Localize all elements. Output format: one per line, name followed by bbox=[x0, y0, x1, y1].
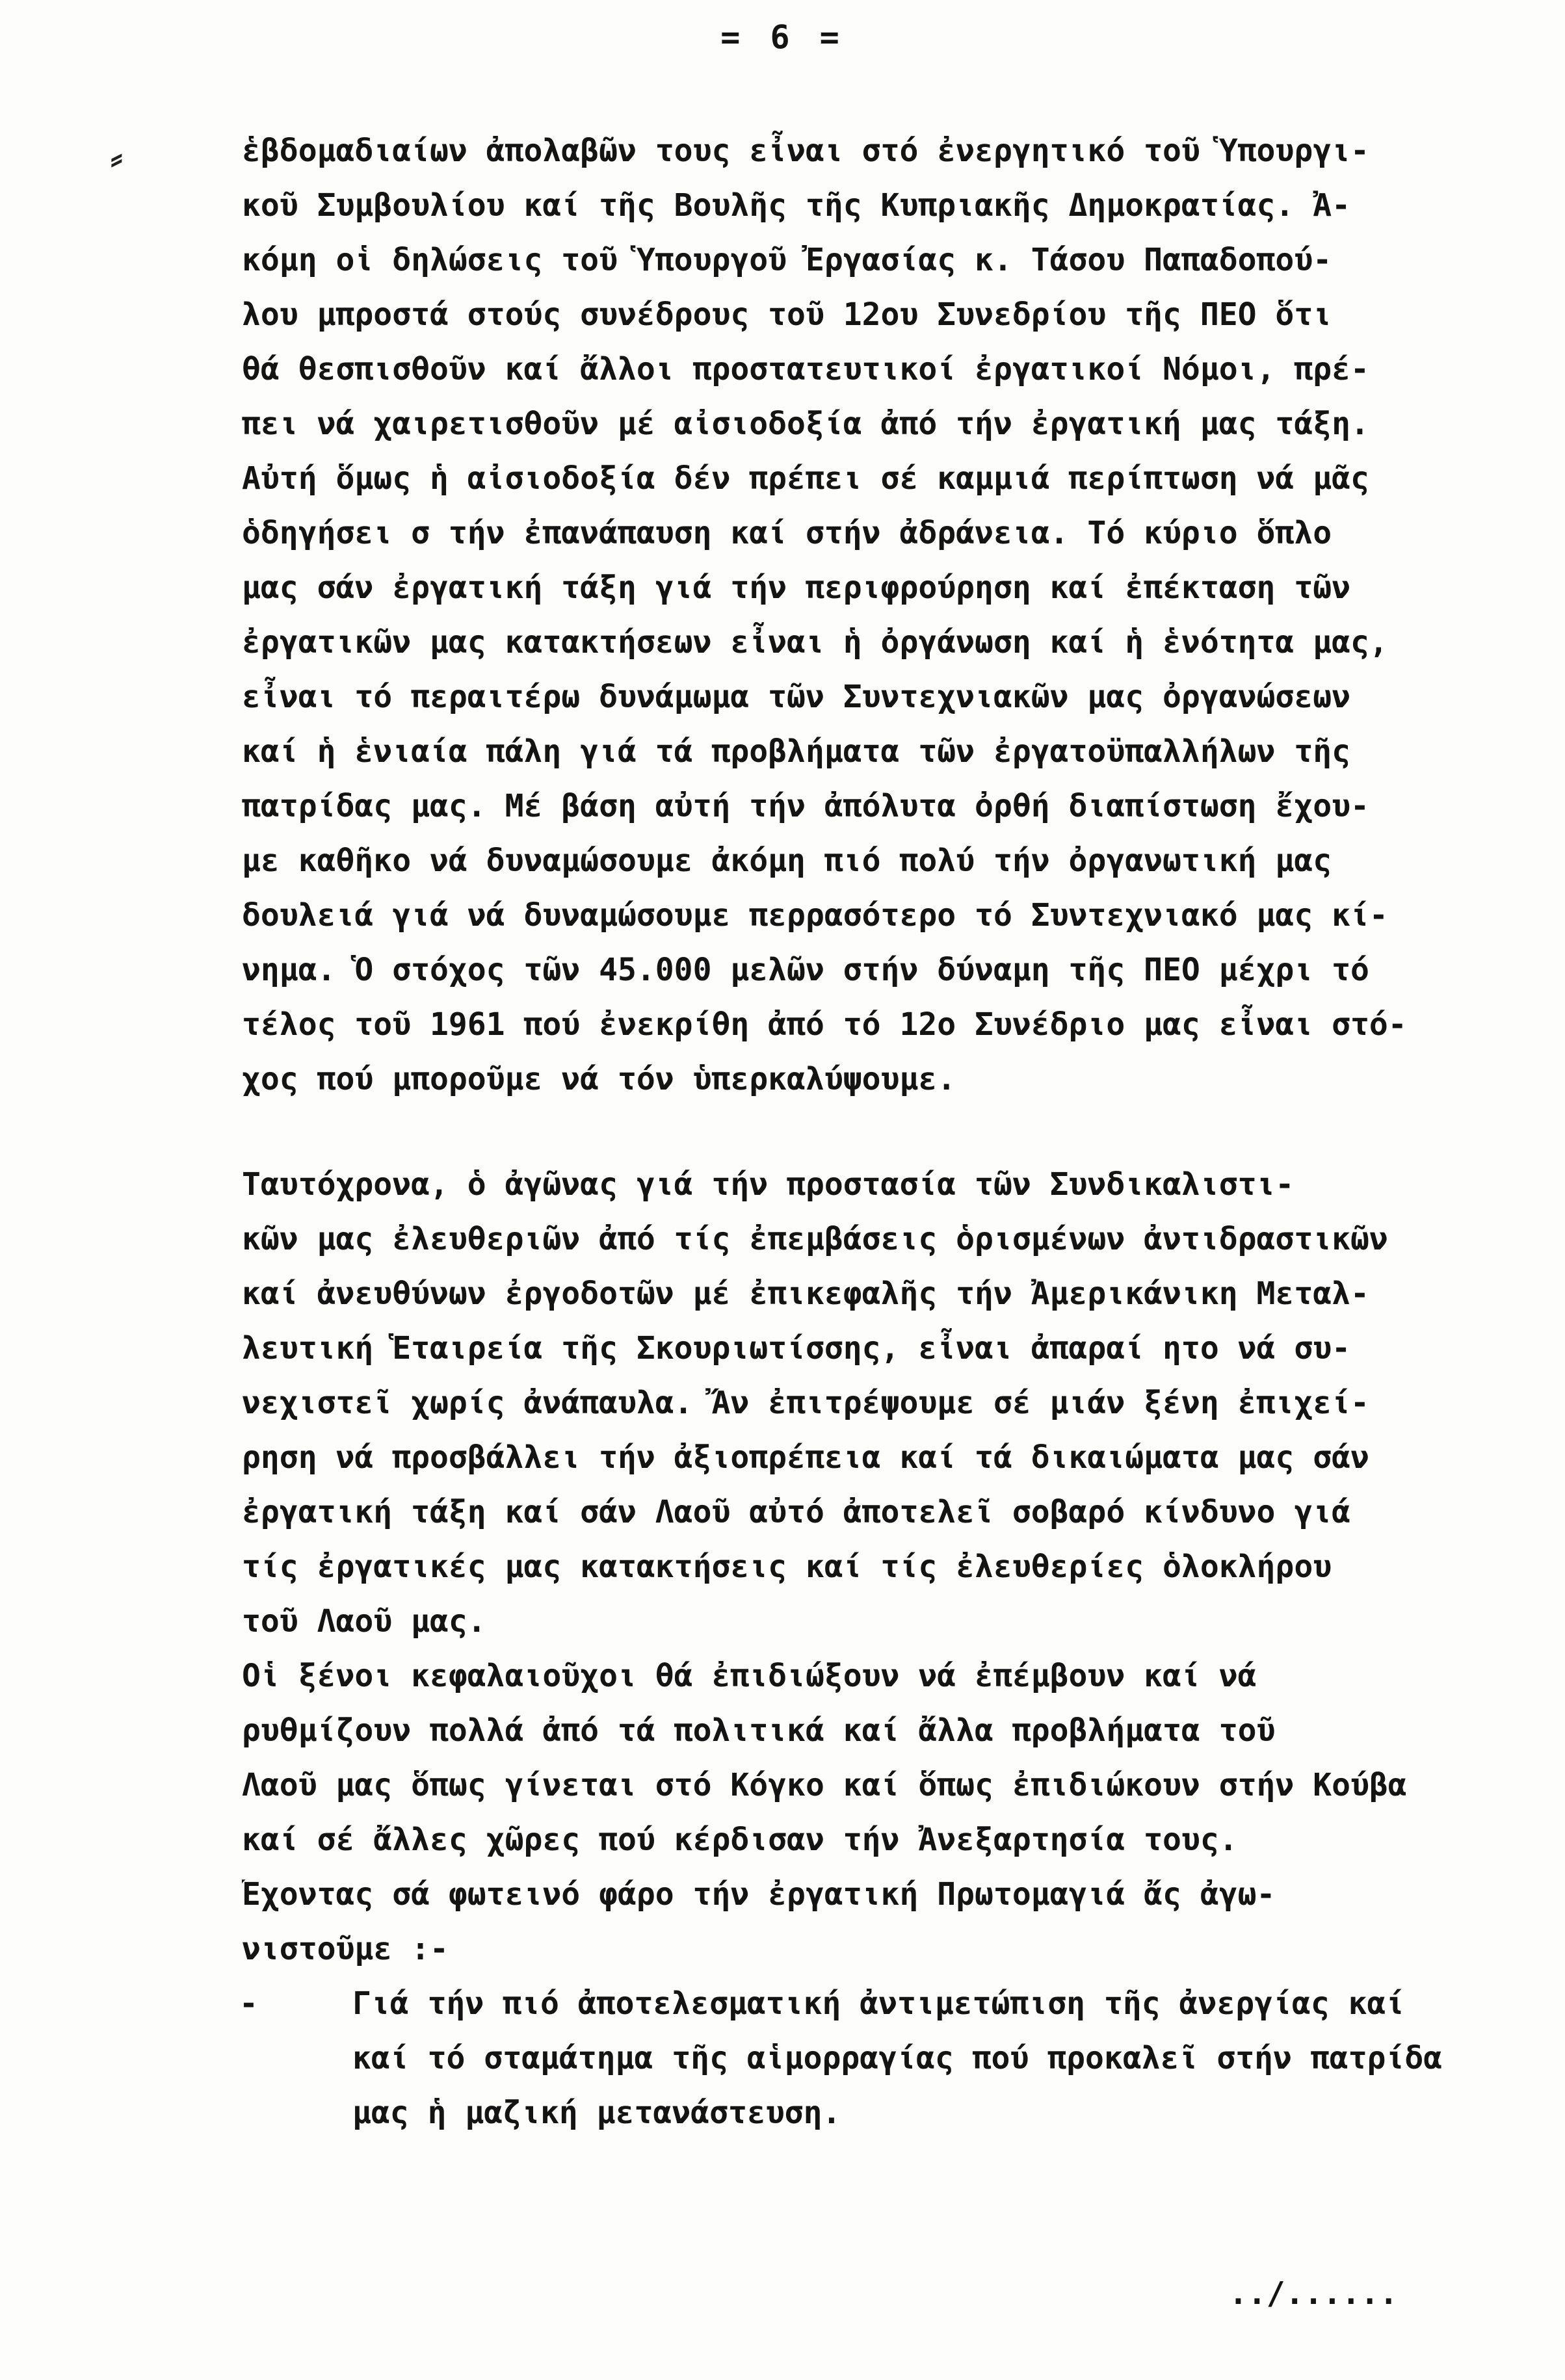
text-line: λευτική Ἑταιρεία τῆς Σκουριωτίσσης, εἶναι ἀπαραί ητο νά συ- bbox=[242, 1330, 1351, 1367]
paragraph-1 bbox=[242, 124, 1477, 1106]
text-line: ἑβδομαδιαίων ἀπολαβῶν τους εἶναι στό ἐνεργητικό τοῦ Ὑπουργι- bbox=[242, 133, 1369, 169]
text-line: χος πού μποροῦμε νά τόν ὑπερκαλύψουμε. bbox=[242, 1061, 956, 1097]
text-line: καί ἀνευθύνων ἐργοδοτῶν μέ ἐπικεφαλῆς τήν Ἀμερικάνικη Μεταλ- bbox=[242, 1275, 1369, 1312]
text-line: δουλειά γιά νά δυναμώσουμε περρασότερο τό Συντεχνιακό μας κί- bbox=[242, 897, 1388, 934]
text-line: Λαοῦ μας ὅπως γίνεται στό Κόγκο καί ὅπως ἐπιδιώκουν στήν Κούβα bbox=[242, 1767, 1407, 1803]
text-line: καί ἡ ἑνιαία πάλη γιά τά προβλήματα τῶν ἐργατοϋπαλλήλων τῆς bbox=[242, 733, 1351, 770]
text-line: με καθῆκο νά δυναμώσουμε ἀκόμη πιό πολύ τήν ὀργανωτική μας bbox=[242, 843, 1332, 879]
text-line: τέλος τοῦ 1961 πού ἐνεκρίθη ἀπό τό 12ο Συνέδριο μας εἶναι στό- bbox=[242, 1006, 1407, 1043]
document-body bbox=[239, 124, 1477, 2140]
continuation-marker: ../...... bbox=[1229, 2275, 1399, 2312]
text-line: τίς ἐργατικές μας κατακτήσεις καί τίς ἐλευθερίες ὁλοκλήρου bbox=[242, 1549, 1332, 1585]
text-line: κοῦ Συμβουλίου καί τῆς Βουλῆς τῆς Κυπριακῆς Δημοκρατίας. Ἀ- bbox=[242, 187, 1351, 224]
text-line: ρηση νά προσβάλλει τήν ἀξιοπρέπεια καί τά δικαιώματα μας σάν bbox=[242, 1439, 1369, 1476]
text-line: θά θεσπισθοῦν καί ἄλλοι προστατευτικοί ἐργατικοί Νόμοι, πρέ- bbox=[242, 351, 1369, 387]
text-line: καί σέ ἄλλες χῶρες πού κέρδισαν τήν Ἀνεξαρτησία τους. bbox=[242, 1822, 1238, 1858]
text-line: πει νά χαιρετισθοῦν μέ αἰσιοδοξία ἀπό τήν ἐργατική μας τάξη. bbox=[242, 406, 1369, 442]
paragraph-2 bbox=[242, 1157, 1477, 1649]
margin-mark: ⸗ bbox=[111, 137, 123, 179]
text-line: λου μπροστά στούς συνέδρους τοῦ 12ου Συνεδρίου τῆς ΠΕΟ ὅτι bbox=[242, 296, 1332, 333]
text-line: ἐργατική τάξη καί σάν Λαοῦ αὐτό ἀποτελεῖ σοβαρό κίνδυνο γιά bbox=[242, 1494, 1351, 1530]
text-line: κῶν μας ἐλευθεριῶν ἀπό τίς ἐπεμβάσεις ὁρισμένων ἀντιδραστικῶν bbox=[242, 1221, 1388, 1257]
paragraph-3 bbox=[242, 1649, 1477, 1976]
text-line: Ταυτόχρονα, ὁ ἀγῶνας γιά τήν προστασία τῶν Συνδικαλιστι- bbox=[242, 1166, 1295, 1203]
text-line: ρυθμίζουν πολλά ἀπό τά πολιτικά καί ἄλλα προβλήματα τοῦ bbox=[242, 1712, 1276, 1749]
text-line: ἐργατικῶν μας κατακτήσεων εἶναι ἡ ὀργάνωση καί ἡ ἑνότητα μας, bbox=[242, 624, 1388, 660]
bullet-text-line: Γιά τήν πιό ἀποτελεσματική ἀντιμετώπιση τῆς ἀνεργίας καί bbox=[352, 1985, 1405, 2022]
bullet-dash: - bbox=[239, 1985, 258, 2022]
bullet-text-line: μας ἡ μαζική μετανάστευση. bbox=[352, 2095, 841, 2131]
text-line: Ἔχοντας σά φωτεινό φάρο τήν ἐργατική Πρωτομαγιά ἄς ἀγω- bbox=[242, 1876, 1276, 1913]
text-line: Οἱ ξένοι κεφαλαιοῦχοι θά ἐπιδιώξουν νά ἐπέμβουν καί νά bbox=[242, 1658, 1257, 1694]
text-line: νιστοῦμε :- bbox=[242, 1931, 449, 1967]
bullet-text-line: καί τό σταμάτημα τῆς αἱμορραγίας πού προκαλεῖ στήν πατρίδα bbox=[352, 2040, 1443, 2076]
text-line: Αὐτή ὅμως ἡ αἰσιοδοξία δέν πρέπει σέ καμμιά περίπτωση νά μᾶς bbox=[242, 460, 1369, 497]
text-line: μας σάν ἐργατική τάξη γιά τήν περιφρούρηση καί ἐπέκταση τῶν bbox=[242, 569, 1351, 606]
text-line: νεχιστεῖ χωρίς ἀνάπαυλα. Ἄν ἐπιτρέψουμε σέ μιάν ξένη ἐπιχεί- bbox=[242, 1385, 1369, 1421]
page-number: = 6 = bbox=[720, 18, 845, 56]
text-line: τοῦ Λαοῦ μας. bbox=[242, 1603, 486, 1640]
text-line: κόμη οἱ δηλώσεις τοῦ Ὑπουργοῦ Ἐργασίας κ. Τάσου Παπαδοπού- bbox=[242, 242, 1332, 278]
text-line: νημα. Ὁ στόχος τῶν 45.000 μελῶν στήν δύναμη τῆς ΠΕΟ μέχρι τό bbox=[242, 952, 1369, 988]
text-line: πατρίδας μας. Μέ βάση αὐτή τήν ἀπόλυτα ὀρθή διαπίστωση ἔχου- bbox=[242, 788, 1369, 824]
text-line: ὁδηγήσει σ τήν ἐπανάπαυση καί στήν ἀδράνεια. Τό κύριο ὅπλο bbox=[242, 515, 1332, 551]
bullet-item bbox=[239, 1976, 1477, 2140]
text-line: εἶναι τό περαιτέρω δυνάμωμα τῶν Συντεχνιακῶν μας ὀργανώσεων bbox=[242, 679, 1351, 715]
paragraph-gap bbox=[242, 1106, 1477, 1157]
